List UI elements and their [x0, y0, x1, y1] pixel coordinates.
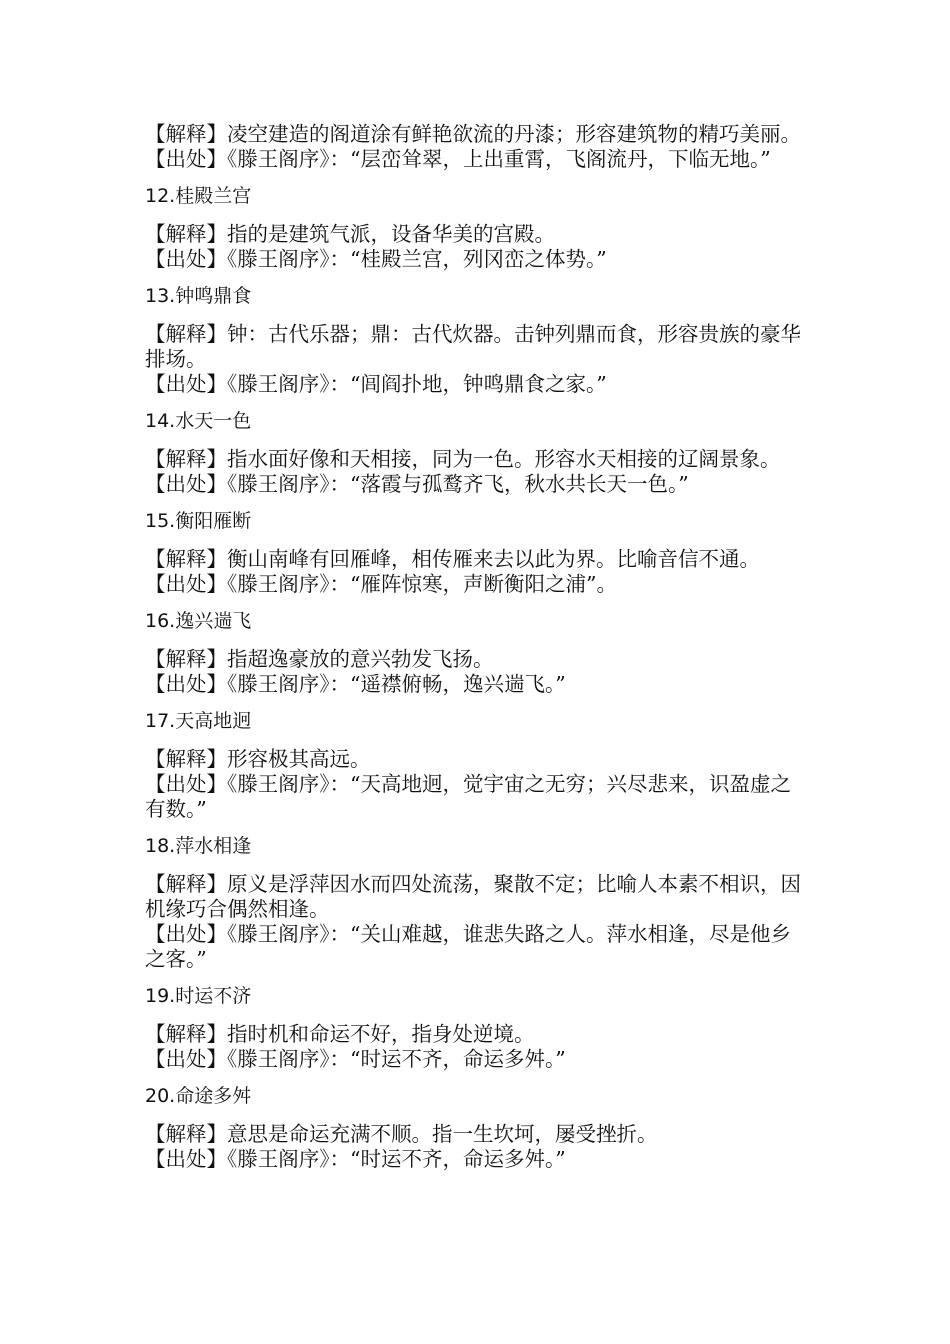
explanation-text: 【解释】凌空建造的阁道涂有鲜艳欲流的丹漆；形容建筑物的精巧美丽。: [145, 122, 801, 146]
explanation-text: 【解释】指水面好像和天相接，同为一色。形容水天相接的辽阔景象。: [145, 447, 781, 471]
idiom-entry-18: [145, 834, 810, 972]
source-text: 【出处】《滕王阁序》：“关山难越，谁悲失路之人。萍水相逢，尽是他乡之客。”: [145, 922, 791, 971]
source-text: 【出处】《滕王阁序》：“落霞与孤鹜齐飞，秋水共长天一色。”: [145, 472, 689, 496]
explanation-text: 【解释】意思是命运充满不顺。指一生坎坷，屡受挫折。: [145, 1122, 658, 1146]
idiom-entry-16: [145, 609, 810, 697]
source-text: 【出处】《滕王阁序》：“闾阎扑地，钟鸣鼎食之家。”: [145, 372, 607, 396]
source-text: 【出处】《滕王阁序》：“时运不齐，命运多舛。”: [145, 1047, 566, 1071]
idiom-entry-19: [145, 984, 810, 1072]
explanation-text: 【解释】钟：古代乐器；鼎：古代炊器。击钟列鼎而食，形容贵族的豪华排场。: [145, 322, 801, 371]
source-text: 【出处】《滕王阁序》：“桂殿兰宫，列冈峦之体势。”: [145, 247, 607, 271]
explanation-text: 【解释】指超逸豪放的意兴勃发飞扬。: [145, 647, 494, 671]
idiom-heading: 19.时运不济: [145, 985, 252, 1007]
source-text: 【出处】《滕王阁序》：“时运不齐，命运多舛。”: [145, 1147, 566, 1171]
idiom-entry-13: [145, 284, 810, 397]
explanation-text: 【解释】指的是建筑气派，设备华美的宫殿。: [145, 222, 555, 246]
explanation-text: 【解释】指时机和命运不好，指身处逆境。: [145, 1022, 535, 1046]
idiom-heading: 18.萍水相逢: [145, 835, 252, 857]
idiom-entry-15: [145, 509, 810, 597]
idiom-entry-20: [145, 1084, 810, 1172]
source-text: 【出处】《滕王阁序》：“雁阵惊寒，声断衡阳之浦”。: [145, 572, 617, 596]
idiom-heading: 17.天高地迥: [145, 710, 252, 732]
idiom-entry-17: [145, 709, 810, 822]
source-text: 【出处】《滕王阁序》：“天高地迥，觉宇宙之无穷；兴尽悲来，识盈虚之有数。”: [145, 772, 791, 821]
intro-block: [145, 122, 810, 172]
explanation-text: 【解释】衡山南峰有回雁峰，相传雁来去以此为界。比喻音信不通。: [145, 547, 760, 571]
explanation-text: 【解释】原义是浮萍因水而四处流荡，聚散不定；比喻人本素不相识，因机缘巧合偶然相逢。: [145, 872, 801, 921]
idiom-heading: 15.衡阳雁断: [145, 510, 252, 532]
idiom-heading: 16.逸兴遄飞: [145, 610, 252, 632]
source-text: 【出处】《滕王阁序》：“遥襟俯畅，逸兴遄飞。”: [145, 672, 566, 696]
idiom-heading: 12.桂殿兰宫: [145, 185, 252, 207]
idiom-heading: 13.钟鸣鼎食: [145, 285, 252, 307]
idiom-heading: 14.水天一色: [145, 410, 252, 432]
idiom-entry-14: [145, 409, 810, 497]
idiom-entry-12: [145, 184, 810, 272]
explanation-text: 【解释】形容极其高远。: [145, 747, 371, 771]
page-content: [145, 122, 810, 1172]
idiom-heading: 20.命途多舛: [145, 1085, 252, 1107]
source-text: 【出处】《滕王阁序》：“层峦耸翠，上出重霄，飞阁流丹，下临无地。”: [145, 147, 771, 171]
